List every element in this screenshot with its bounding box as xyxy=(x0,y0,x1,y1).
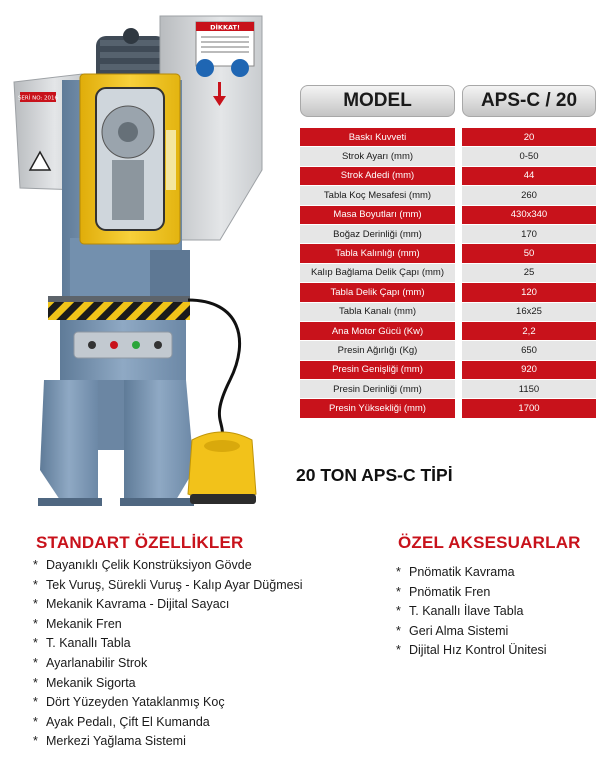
warning-label: DİKKAT! xyxy=(210,23,240,32)
list-item xyxy=(396,622,547,642)
spec-label: Strok Adedi (mm) xyxy=(300,167,455,186)
spec-value: 430x340 xyxy=(462,206,596,225)
spec-value: 20 xyxy=(462,128,596,147)
spec-value: 920 xyxy=(462,361,596,380)
bullet: * xyxy=(396,623,401,638)
spec-value: 50 xyxy=(462,244,596,263)
bullet: * xyxy=(33,675,38,690)
spec-row xyxy=(300,399,596,418)
bullet: * xyxy=(33,577,38,592)
feature-text: Mekanik Fren xyxy=(46,616,122,631)
spec-label: Ana Motor Gücü (Kw) xyxy=(300,322,455,341)
accessory-text: Geri Alma Sistemi xyxy=(409,623,509,638)
bullet: * xyxy=(33,636,38,651)
arrow-down-icon xyxy=(218,82,221,98)
list-item xyxy=(396,583,547,603)
feature-text: Ayak Pedalı, Çift El Kumanda xyxy=(46,714,210,729)
spec-row xyxy=(300,186,596,205)
optional-accessories-title: ÖZEL AKSESUARLAR xyxy=(398,533,581,552)
bullet: * xyxy=(33,655,38,670)
spec-label: Presin Genişliği (mm) xyxy=(300,361,455,380)
bullet: * xyxy=(33,597,38,612)
spec-value: 120 xyxy=(462,283,596,302)
spec-row xyxy=(300,322,596,341)
spec-label: Baskı Kuvveti xyxy=(300,128,455,147)
feature-text: Tek Vuruş, Sürekli Vuruş - Kalıp Ayar Düğmesi xyxy=(46,577,303,592)
bullet: * xyxy=(33,558,38,572)
spec-label: Presin Derinliği (mm) xyxy=(300,380,455,399)
model-header: MODEL xyxy=(300,85,455,117)
bullet: * xyxy=(33,734,38,749)
spec-row xyxy=(300,225,596,244)
spec-table xyxy=(300,128,596,419)
spec-row xyxy=(300,341,596,360)
accessory-text: Pnömatik Fren xyxy=(409,584,491,599)
bullet: * xyxy=(33,714,38,729)
list-item xyxy=(396,641,547,661)
serial-label: SERİ NO: 2016 xyxy=(17,95,59,102)
bullet: * xyxy=(396,643,401,658)
list-item xyxy=(396,602,547,622)
spec-value: 2,2 xyxy=(462,322,596,341)
spec-row xyxy=(300,167,596,186)
spec-value: 260 xyxy=(462,186,596,205)
safety-icon-ear xyxy=(231,59,249,77)
foot-pedal xyxy=(188,300,256,504)
spec-label: Boğaz Derinliği (mm) xyxy=(300,225,455,244)
spec-label: Masa Boyutları (mm) xyxy=(300,206,455,225)
spec-row xyxy=(300,361,596,380)
standard-features-list xyxy=(33,556,303,752)
optional-accessories-list xyxy=(396,563,547,661)
spec-row xyxy=(300,283,596,302)
bullet: * xyxy=(396,565,401,579)
spec-label: Tabla Delik Çapı (mm) xyxy=(300,283,455,302)
spec-row xyxy=(300,380,596,399)
feature-text: Mekanik Sigorta xyxy=(46,675,136,690)
feature-text: Dayanıklı Çelik Konstrüksiyon Gövde xyxy=(46,558,252,572)
press-machine-illustration xyxy=(0,0,290,520)
feature-text: T. Kanallı Tabla xyxy=(46,636,131,651)
spec-row xyxy=(300,264,596,283)
accessory-text: Pnömatik Kavrama xyxy=(409,565,515,579)
spec-value: 44 xyxy=(462,167,596,186)
list-item xyxy=(33,634,303,654)
list-item xyxy=(33,674,303,694)
standard-features-title: STANDART ÖZELLİKLER xyxy=(36,533,244,552)
spec-value: 25 xyxy=(462,264,596,283)
list-item xyxy=(33,595,303,615)
feature-text: Dört Yüzeyden Yataklanmış Koç xyxy=(46,695,225,710)
spec-value: 650 xyxy=(462,341,596,360)
spec-label: Strok Ayarı (mm) xyxy=(300,147,455,166)
list-item xyxy=(396,563,547,583)
spec-value: 1150 xyxy=(462,380,596,399)
list-item xyxy=(33,556,303,576)
bullet: * xyxy=(396,604,401,619)
list-item xyxy=(33,615,303,635)
spec-label: Tabla Kalınlığı (mm) xyxy=(300,244,455,263)
accessory-text: Dijital Hız Kontrol Ünitesi xyxy=(409,643,547,658)
spec-label: Kalıp Bağlama Delik Çapı (mm) xyxy=(300,264,455,283)
spec-row xyxy=(300,303,596,322)
product-subtitle: 20 TON APS-C TİPİ xyxy=(296,465,453,485)
list-item xyxy=(33,654,303,674)
feature-text: Mekanik Kavrama - Dijital Sayacı xyxy=(46,597,230,612)
yellow-guard xyxy=(80,74,180,244)
spec-value: 16x25 xyxy=(462,303,596,322)
bullet: * xyxy=(396,584,401,599)
spec-label: Presin Yüksekliği (mm) xyxy=(300,399,455,418)
spec-value: 1700 xyxy=(462,399,596,418)
spec-row xyxy=(300,206,596,225)
feature-text: Ayarlanabilir Strok xyxy=(46,655,148,670)
spec-row xyxy=(300,244,596,263)
list-item xyxy=(33,693,303,713)
bullet: * xyxy=(33,695,38,710)
accessory-text: T. Kanallı İlave Tabla xyxy=(409,604,524,619)
spec-value: 0-50 xyxy=(462,147,596,166)
list-item xyxy=(33,713,303,733)
spec-value: 170 xyxy=(462,225,596,244)
bullet: * xyxy=(33,616,38,631)
safety-icon-glasses xyxy=(196,59,214,77)
spec-label: Tabla Koç Mesafesi (mm) xyxy=(300,186,455,205)
list-item xyxy=(33,732,303,752)
spec-label: Presin Ağırlığı (Kg) xyxy=(300,341,455,360)
spec-row xyxy=(300,128,596,147)
spec-label: Tabla Kanalı (mm) xyxy=(300,303,455,322)
spec-row xyxy=(300,147,596,166)
type-header: APS-C / 20 xyxy=(462,85,596,117)
list-item xyxy=(33,576,303,596)
feature-text: Merkezi Yağlama Sistemi xyxy=(46,734,186,749)
